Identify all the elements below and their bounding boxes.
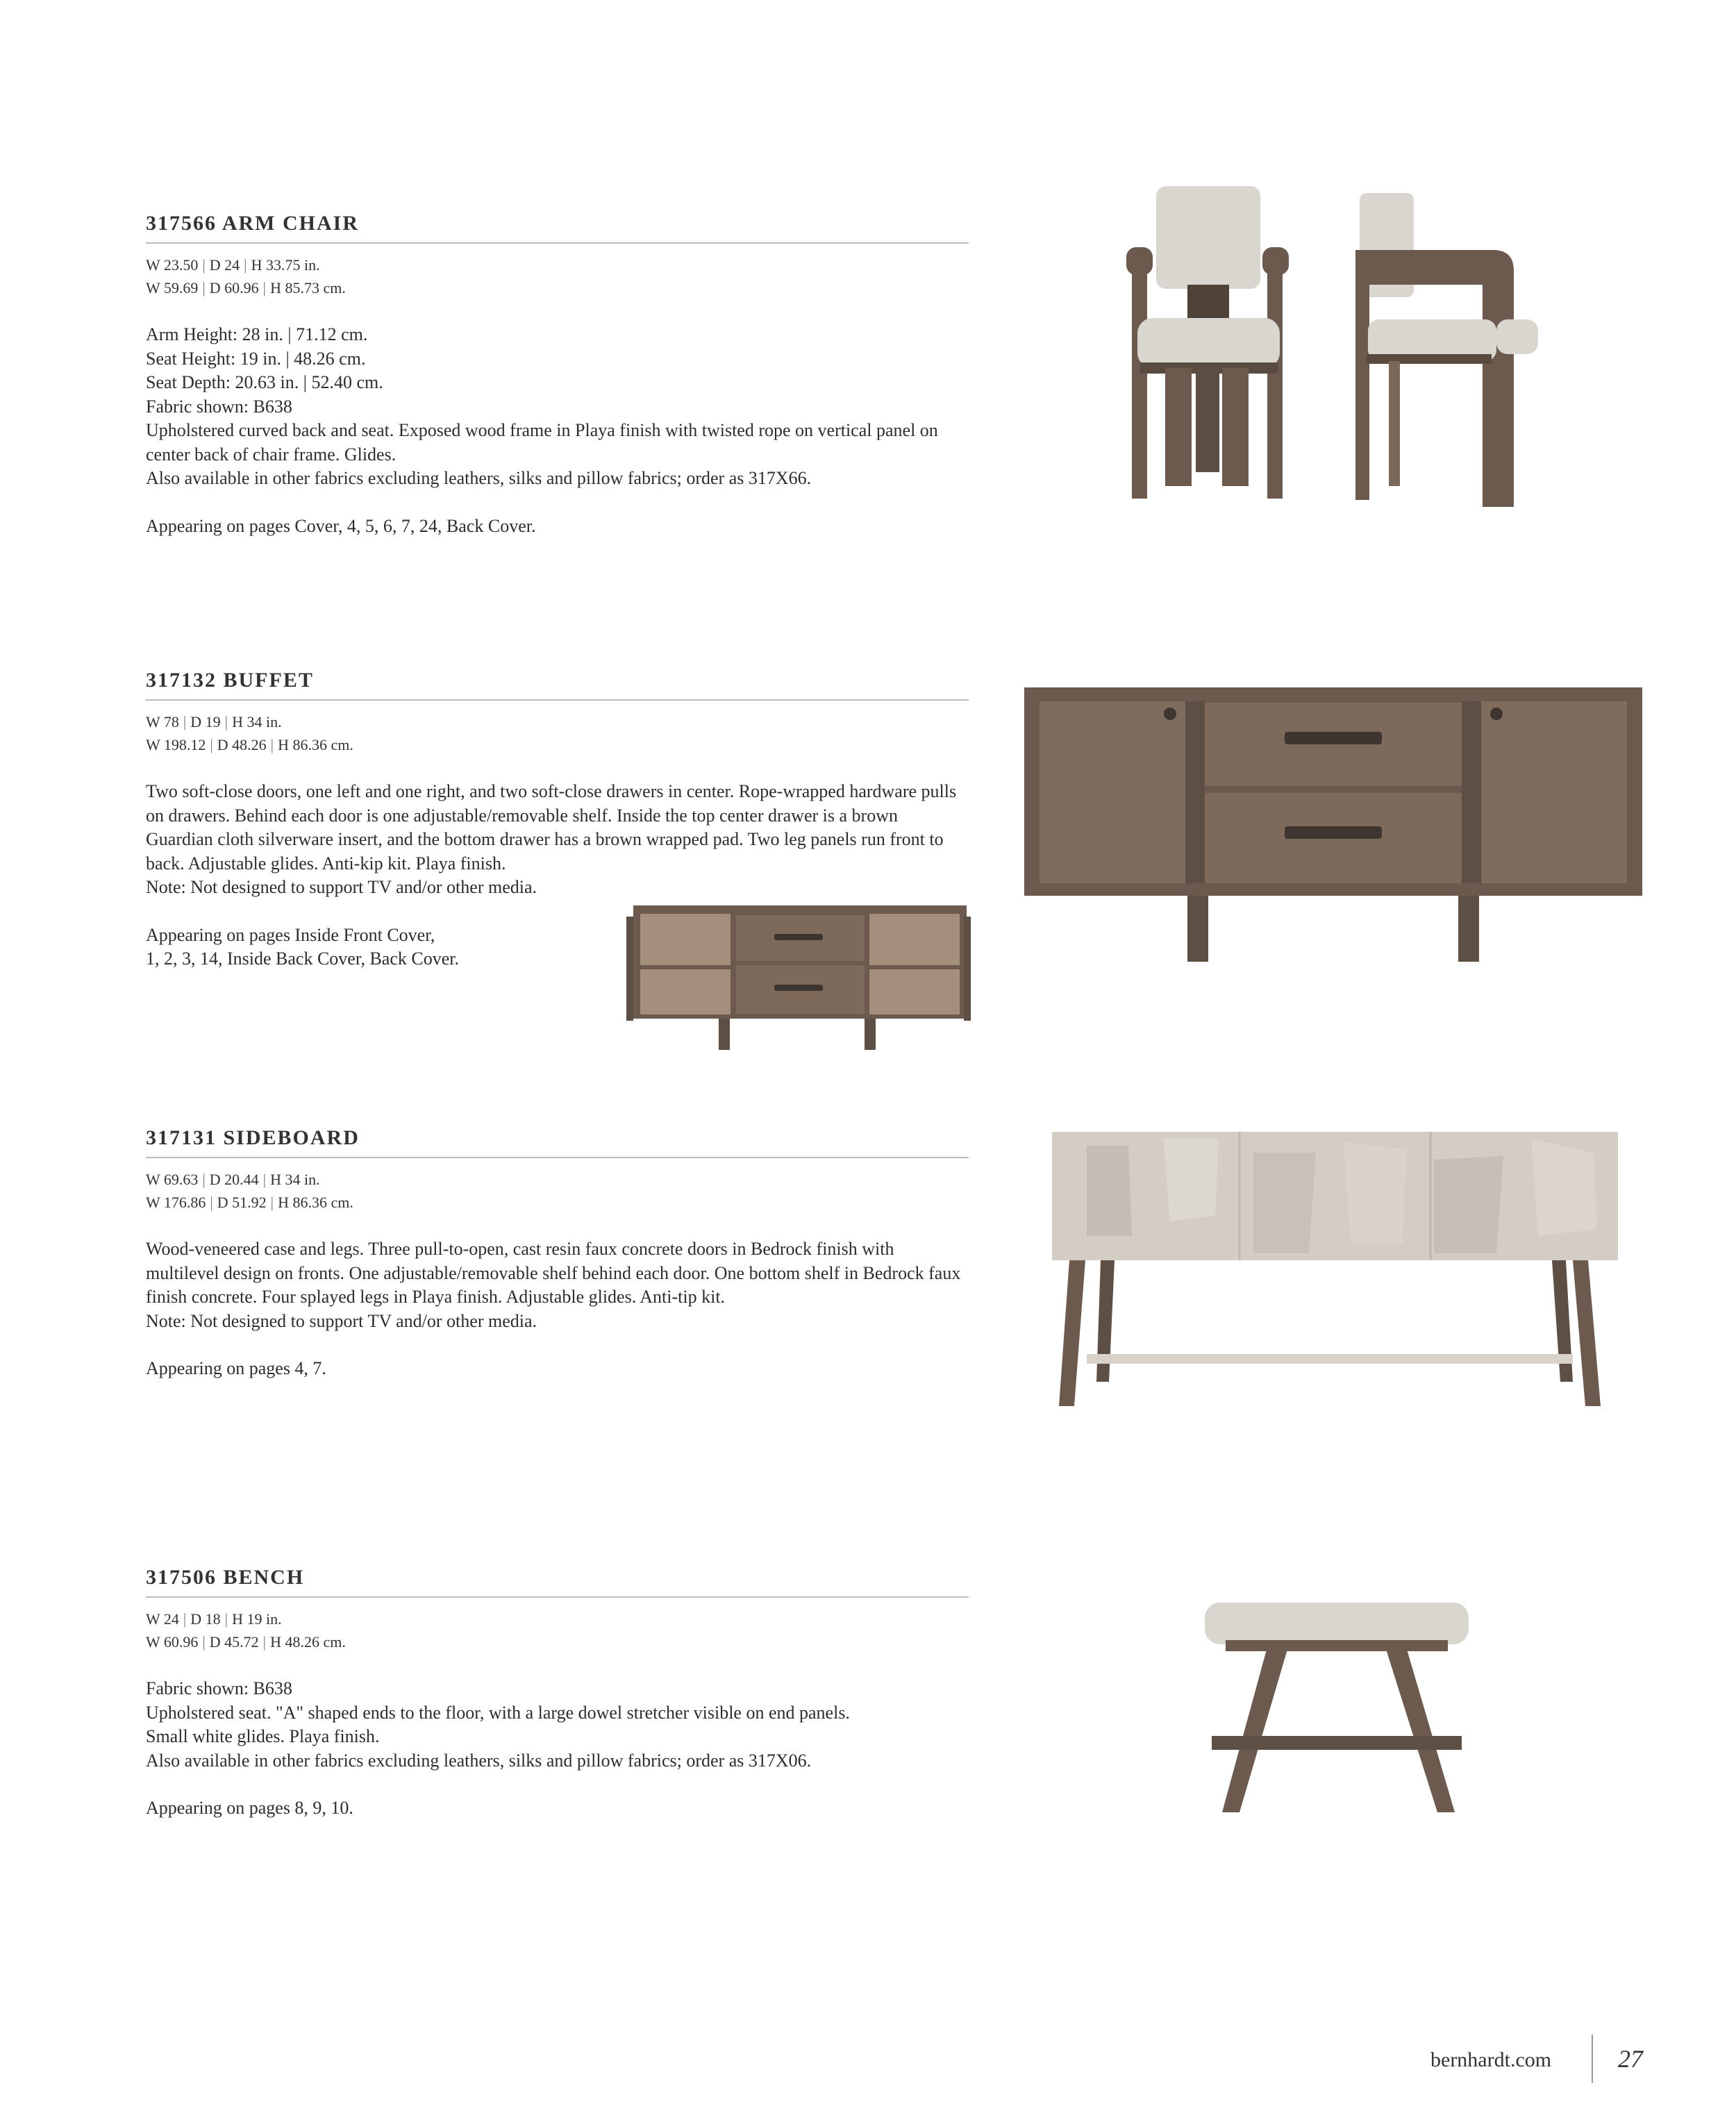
description-text: Upholstered curved back and seat. Exposed wood frame in Playa finish with twisted rope on vertical panel on center back of chair frame. Glides. [146,420,938,465]
fabric-shown: Fabric shown: B638 [146,396,292,417]
note-text: Note: Not designed to support TV and/or other media. [146,1310,537,1331]
arm-height: Arm Height: 28 in. | 71.12 cm. [146,324,368,344]
product-description [146,323,969,538]
description-text: Two soft-close doors, one left and one right, and two soft-close drawers in center. Rope-wrapped hardware pulls on drawers. Behind each door is one adjustable/removable shelf. Inside the top center drawer is a brown Guardian cloth silverware insert, and the bottom drawer has a brown wrapped pad. Two leg panels run front to back. Adjustable glides. Anti-kip kit. Playa finish. [146,781,957,874]
dimensions-centimeters: W 59.69 | D 60.96 | H 85.73 cm. [146,279,346,296]
appearing-pages: Appearing on pages 4, 7. [146,1358,326,1378]
footer-divider [1592,2035,1593,2083]
availability-text: Also available in other fabrics excluding leathers, silks and pillow fabrics; order as 317X66. [146,468,812,488]
dimensions [146,1607,969,1653]
product-title: 317506 BENCH [146,1566,969,1598]
product-bench [146,1566,969,1821]
description-text: Upholstered seat. "A" shaped ends to the floor, with a large dowel stretcher visible on end panels. [146,1702,850,1723]
fabric-shown: Fabric shown: B638 [146,1678,292,1698]
dimensions-centimeters: W 60.96 | D 45.72 | H 48.26 cm. [146,1633,346,1651]
product-sideboard [146,1126,969,1381]
dimensions-centimeters: W 176.86 | D 51.92 | H 86.36 cm. [146,1194,353,1211]
appearing-pages: Appearing on pages Inside Front Cover, [146,924,435,945]
appearing-pages: Appearing on pages 8, 9, 10. [146,1798,353,1818]
product-title: 317131 SIDEBOARD [146,1126,969,1158]
appearing-pages: Appearing on pages Cover, 4, 5, 6, 7, 24, Back Cover. [146,515,536,536]
product-description [146,1677,969,1821]
dimensions-centimeters: W 198.12 | D 48.26 | H 86.36 cm. [146,736,353,753]
description-text: Wood-veneered case and legs. Three pull-to-open, cast resin faux concrete doors in Bedrock finish with multilevel design on fronts. One adjustable/removable shelf behind each door. One bottom shelf in Bedrock faux finish concrete. Four splayed legs in Playa finish. Adjustable glides. Anti-tip kit. [146,1239,961,1307]
note-text: Note: Not designed to support TV and/or other media. [146,877,537,897]
sideboard-image [1045,1132,1628,1417]
seat-depth: Seat Depth: 20.63 in. | 52.40 cm. [146,372,383,392]
glides-finish-text: Small white glides. Playa finish. [146,1726,380,1746]
appearing-pages-continued: 1, 2, 3, 14, Inside Back Cover, Back Cover. [146,949,459,969]
availability-text: Also available in other fabrics excluding leathers, silks and pillow fabrics; order as 317X06. [146,1750,812,1771]
product-title: 317566 ARM CHAIR [146,212,969,244]
buffet-image [1024,687,1642,965]
dimensions-inches: W 23.50 | D 24 | H 33.75 in. [146,256,320,274]
seat-height: Seat Height: 19 in. | 48.26 cm. [146,348,366,369]
dimensions-inches: W 78 | D 19 | H 34 in. [146,713,282,730]
product-title: 317132 BUFFET [146,669,969,701]
footer-website: bernhardt.com [1430,2048,1552,2071]
page-number: 27 [1618,2045,1643,2073]
dimensions [146,1168,969,1214]
dimensions-inches: W 69.63 | D 20.44 | H 34 in. [146,1171,320,1188]
product-arm-chair [146,212,969,538]
buffet-open-image [625,903,972,1055]
product-description [146,1237,969,1381]
dimensions [146,710,969,756]
arm-chair-image [1083,181,1583,514]
bench-image [1198,1597,1476,1819]
dimensions [146,253,969,299]
dimensions-inches: W 24 | D 18 | H 19 in. [146,1610,282,1628]
